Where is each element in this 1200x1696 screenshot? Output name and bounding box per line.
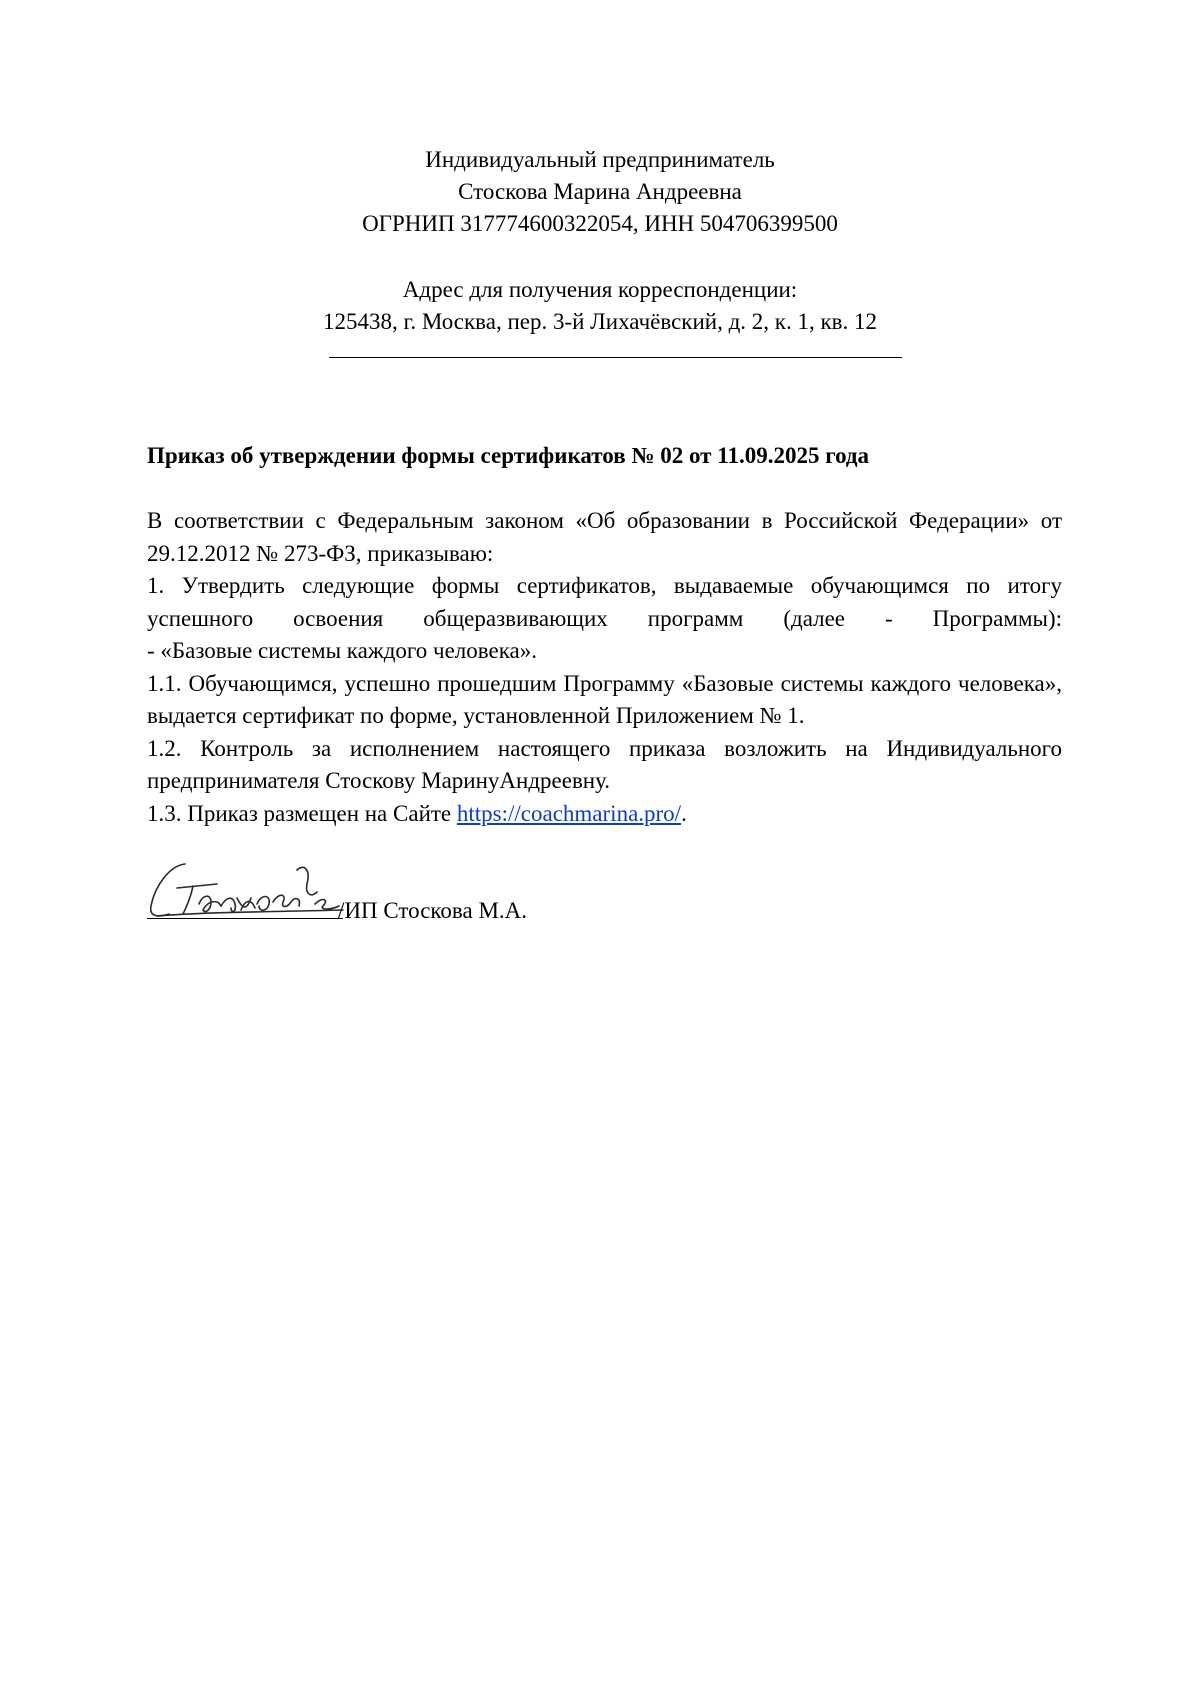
signature-block [147, 858, 707, 928]
correspondence-address [0, 274, 1200, 338]
header-entrepreneur-type: Индивидуальный предприниматель [425, 147, 775, 172]
header-registration-numbers: ОГРНИП 317774600322054, ИНН 504706399500 [362, 211, 838, 236]
order-body [147, 505, 1062, 830]
order-item-1-3-text: 1.3. Приказ размещен на Сайте [147, 800, 457, 826]
order-item-1-2: 1.2. Контроль за исполнением настоящего приказа возложить на Индивидуального предпринимателя Стоскову МаринуАндреевну. [147, 735, 1062, 793]
order-item-1-program: - «Базовые системы каждого человека». [147, 638, 538, 663]
order-item-1-3 [147, 798, 1062, 831]
order-item-1-3-end: . [681, 800, 687, 826]
order-title: Приказ об утверждении формы сертификатов № 02 от 11.09.2025 года [147, 443, 870, 468]
header-separator-line [329, 357, 902, 358]
signatory-name: /ИП Стоскова М.А. [338, 898, 528, 923]
order-intro: В соответствии с Федеральным законом «Об образовании в Российской Федерации» от 29.12.2012 № 273-ФЗ, приказываю: [147, 508, 1062, 566]
signature-line [147, 918, 343, 919]
order-item-1-1: 1.1. Обучающимся, успешно прошедшим Программу «Базовые системы каждого человека», выдается сертификат по форме, установленной Приложением № 1. [147, 670, 1062, 728]
website-link[interactable]: https://coachmarina.pro/ [456, 800, 682, 826]
header-entrepreneur-name: Стоскова Марина Андреевна [458, 179, 742, 204]
entrepreneur-header [0, 144, 1200, 240]
address-value: 125438, г. Москва, пер. 3-й Лихачёвский, д. 2, к. 1, кв. 12 [323, 309, 877, 334]
order-item-1: 1. Утвердить следующие формы сертификатов, выдаваемые обучающимся по итогу успешного освоения общеразвивающих программ (далее - Программы): [147, 573, 1062, 631]
address-label: Адрес для получения корреспонденции: [402, 277, 798, 302]
handwritten-signature [147, 858, 347, 924]
